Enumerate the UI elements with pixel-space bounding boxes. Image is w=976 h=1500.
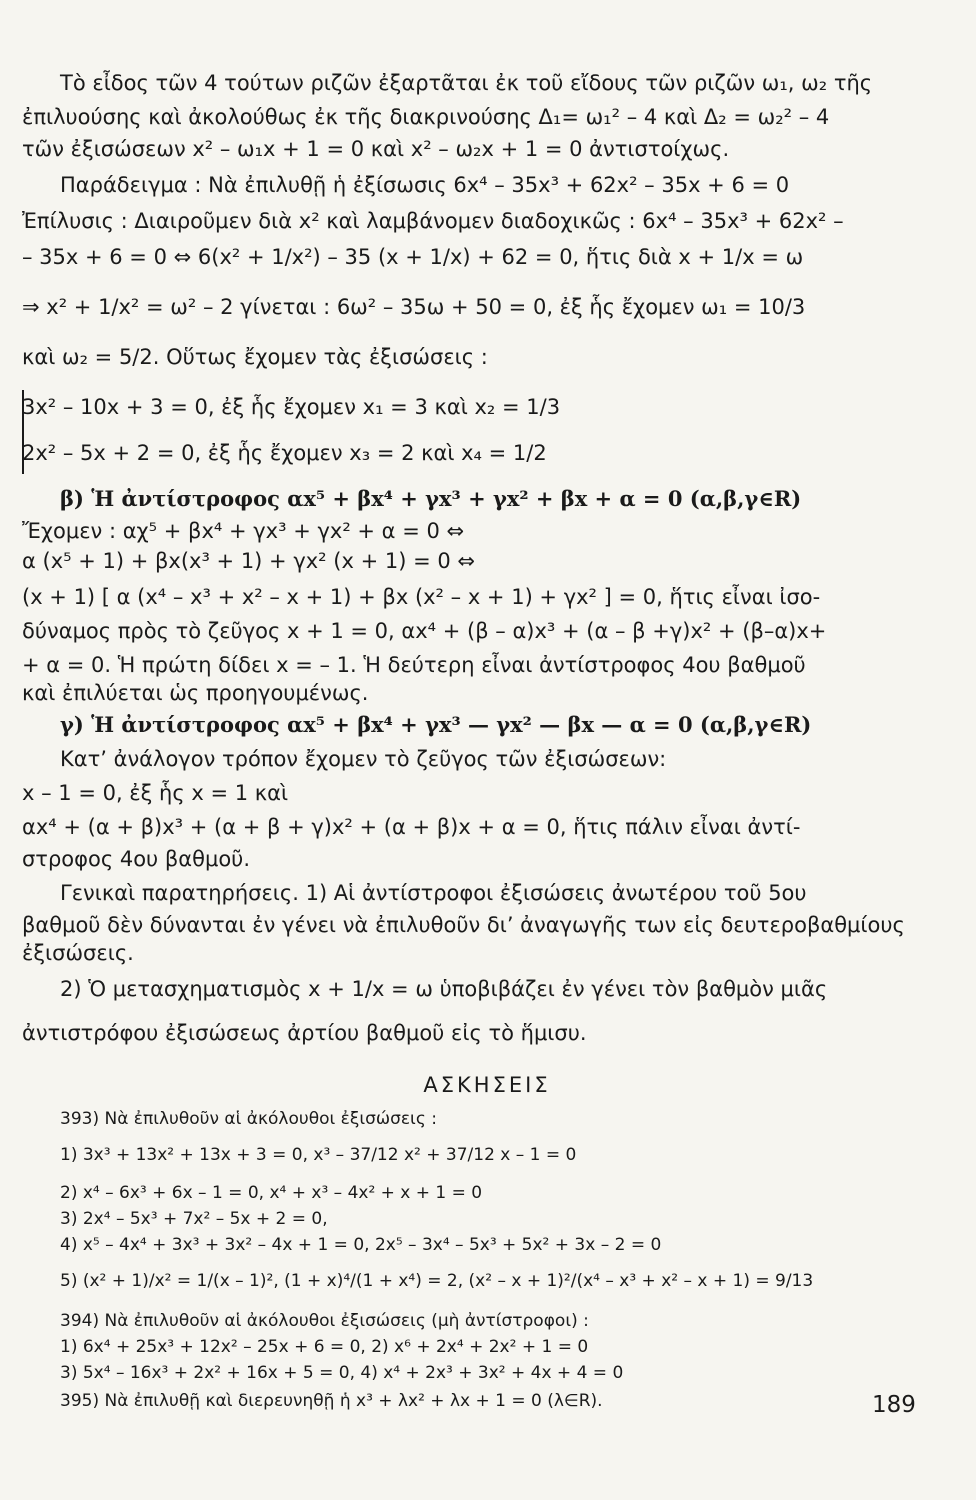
text-line: x – 1 = 0, ἐξ ἧς x = 1 καὶ: [22, 781, 289, 805]
text-line: – 35x + 6 = 0 ⇔ 6(x² + 1/x²) – 35 (x + 1/x) + 62 = 0, ἥτις διὰ x + 1/x = ω: [22, 245, 804, 269]
text-line: καὶ ω₂ = 5/2. Οὕτως ἔχομεν τὰς ἐξισώσεις :: [22, 345, 488, 369]
text-line: 2) x⁴ – 6x³ + 6x – 1 = 0, x⁴ + x³ – 4x² + x + 1 = 0: [60, 1183, 483, 1203]
text-line: 1) 6x⁴ + 25x³ + 12x² – 25x + 6 = 0, 2) x⁶ + 2x⁴ + 2x² + 1 = 0: [60, 1337, 589, 1357]
text-line: 3) 2x⁴ – 5x³ + 7x² – 5x + 2 = 0,: [60, 1209, 328, 1229]
text-line: Ἔχομεν : αχ⁵ + βx⁴ + γx³ + γx² + α = 0 ⇔: [22, 519, 465, 543]
text-line: 2) Ὁ μετασχηματισμὸς x + 1/x = ω ὑποβιβάζει ἐν γένει τὸν βαθμὸν μιᾶς: [60, 977, 828, 1001]
text-line: γ) Ἡ ἀντίστροφος αx⁵ + βx⁴ + γx³ — γx² — βx — α = 0 (α,β,γ∈R): [60, 712, 812, 737]
text-line: Τὸ εἶδος τῶν 4 τούτων ριζῶν ἐξαρτᾶται ἐκ τοῦ εἴδους τῶν ριζῶν ω₁, ω₂ τῆς: [60, 71, 873, 95]
text-line: ἐξισώσεις.: [22, 941, 134, 965]
text-line: 395) Νὰ ἐπιλυθῇ καὶ διερευνηθῇ ἡ x³ + λx² + λx + 1 = 0 (λ∈R).: [60, 1391, 603, 1411]
text-line: αx⁴ + (α + β)x³ + (α + β + γ)x² + (α + β)x + α = 0, ἥτις πάλιν εἶναι ἀντί-: [22, 815, 801, 839]
text-line: + α = 0. Ἡ πρώτη δίδει x = – 1. Ἡ δεύτερη εἶναι ἀντίστροφος 4ου βαθμοῦ: [22, 653, 806, 677]
text-line: βαθμοῦ δὲν δύνανται ἐν γένει νὰ ἐπιλυθοῦν δι’ ἀναγωγῆς των εἰς δευτεροβαθμίους: [22, 913, 905, 937]
text-line: ⇒ x² + 1/x² = ω² – 2 γίνεται : 6ω² – 35ω + 50 = 0, ἐξ ἧς ἔχομεν ω₁ = 10/3: [22, 295, 806, 319]
text-line: (x + 1) [ α (x⁴ – x³ + x² – x + 1) + βx (x² – x + 1) + γx² ] = 0, ἥτις εἶναι ἰσο-: [22, 585, 821, 609]
text-line: δύναμος πρὸς τὸ ζεῦγος x + 1 = 0, αx⁴ + (β – α)x³ + (α – β +γ)x² + (β–α)x+: [22, 619, 827, 643]
page-number: 189: [872, 1392, 916, 1418]
text-line: Γενικαὶ παρατηρήσεις. 1) Αἱ ἀντίστροφοι ἐξισώσεις ἀνωτέρου τοῦ 5ου: [60, 881, 807, 905]
text-line: ἀντιστρόφου ἐξισώσεως ἀρτίου βαθμοῦ εἰς τὸ ἥμισυ.: [22, 1021, 587, 1045]
text-line: τῶν ἐξισώσεων x² – ω₁x + 1 = 0 καὶ x² – ω₂x + 1 = 0 ἀντιστοίχως.: [22, 137, 730, 161]
text-line: α (x⁵ + 1) + βx(x³ + 1) + γx² (x + 1) = 0 ⇔: [22, 549, 475, 573]
text-line: 5) (x² + 1)/x² = 1/(x – 1)², (1 + x)⁴/(1 + x⁴) = 2, (x² – x + 1)²/(x⁴ – x³ + x² – x + 1) = 9/13: [60, 1271, 814, 1291]
text-line: 3x² – 10x + 3 = 0, ἐξ ἧς ἔχομεν x₁ = 3 καὶ x₂ = 1/3: [22, 395, 561, 419]
text-line: Παράδειγμα : Νὰ ἐπιλυθῇ ἡ ἐξίσωσις 6x⁴ – 35x³ + 62x² – 35x + 6 = 0: [60, 173, 790, 197]
text-line: Ἐπίλυσις : Διαιροῦμεν διὰ x² καὶ λαμβάνομεν διαδοχικῶς : 6x⁴ – 35x³ + 62x² –: [22, 209, 844, 233]
text-line: 3) 5x⁴ – 16x³ + 2x² + 16x + 5 = 0, 4) x⁴ + 2x³ + 3x² + 4x + 4 = 0: [60, 1363, 624, 1383]
text-line: 4) x⁵ – 4x⁴ + 3x³ + 3x² – 4x + 1 = 0, 2x⁵ – 3x⁴ – 5x³ + 5x² + 3x – 2 = 0: [60, 1235, 662, 1255]
text-line: ΑΣΚΗΣΕΙΣ: [423, 1073, 551, 1097]
text-line: 1) 3x³ + 13x² + 13x + 3 = 0, x³ – 37/12 x² + 37/12 x – 1 = 0: [60, 1145, 577, 1165]
text-line: Κατ’ ἀνάλογον τρόπον ἔχομεν τὸ ζεῦγος τῶν ἐξισώσεων:: [60, 747, 667, 771]
text-line: καὶ ἐπιλύεται ὡς προηγουμένως.: [22, 681, 369, 705]
text-line: 2x² – 5x + 2 = 0, ἐξ ἧς ἔχομεν x₃ = 2 καὶ x₄ = 1/2: [22, 441, 547, 465]
text-line: 394) Νὰ ἐπιλυθοῦν αἱ ἀκόλουθοι ἐξισώσεις (μὴ ἀντίστροφοι) :: [60, 1311, 589, 1331]
text-line: β) Ἡ ἀντίστροφος αx⁵ + βx⁴ + γx³ + γx² + βx + α = 0 (α,β,γ∈R): [60, 486, 802, 511]
text-line: ἐπιλυούσης καὶ ἀκολούθως ἐκ τῆς διακρινούσης Δ₁= ω₁² – 4 καὶ Δ₂ = ω₂² – 4: [22, 105, 830, 129]
text-line: 393) Νὰ ἐπιλυθοῦν αἱ ἀκόλουθοι ἐξισώσεις :: [60, 1109, 437, 1129]
text-line: στροφος 4ου βαθμοῦ.: [22, 847, 250, 871]
